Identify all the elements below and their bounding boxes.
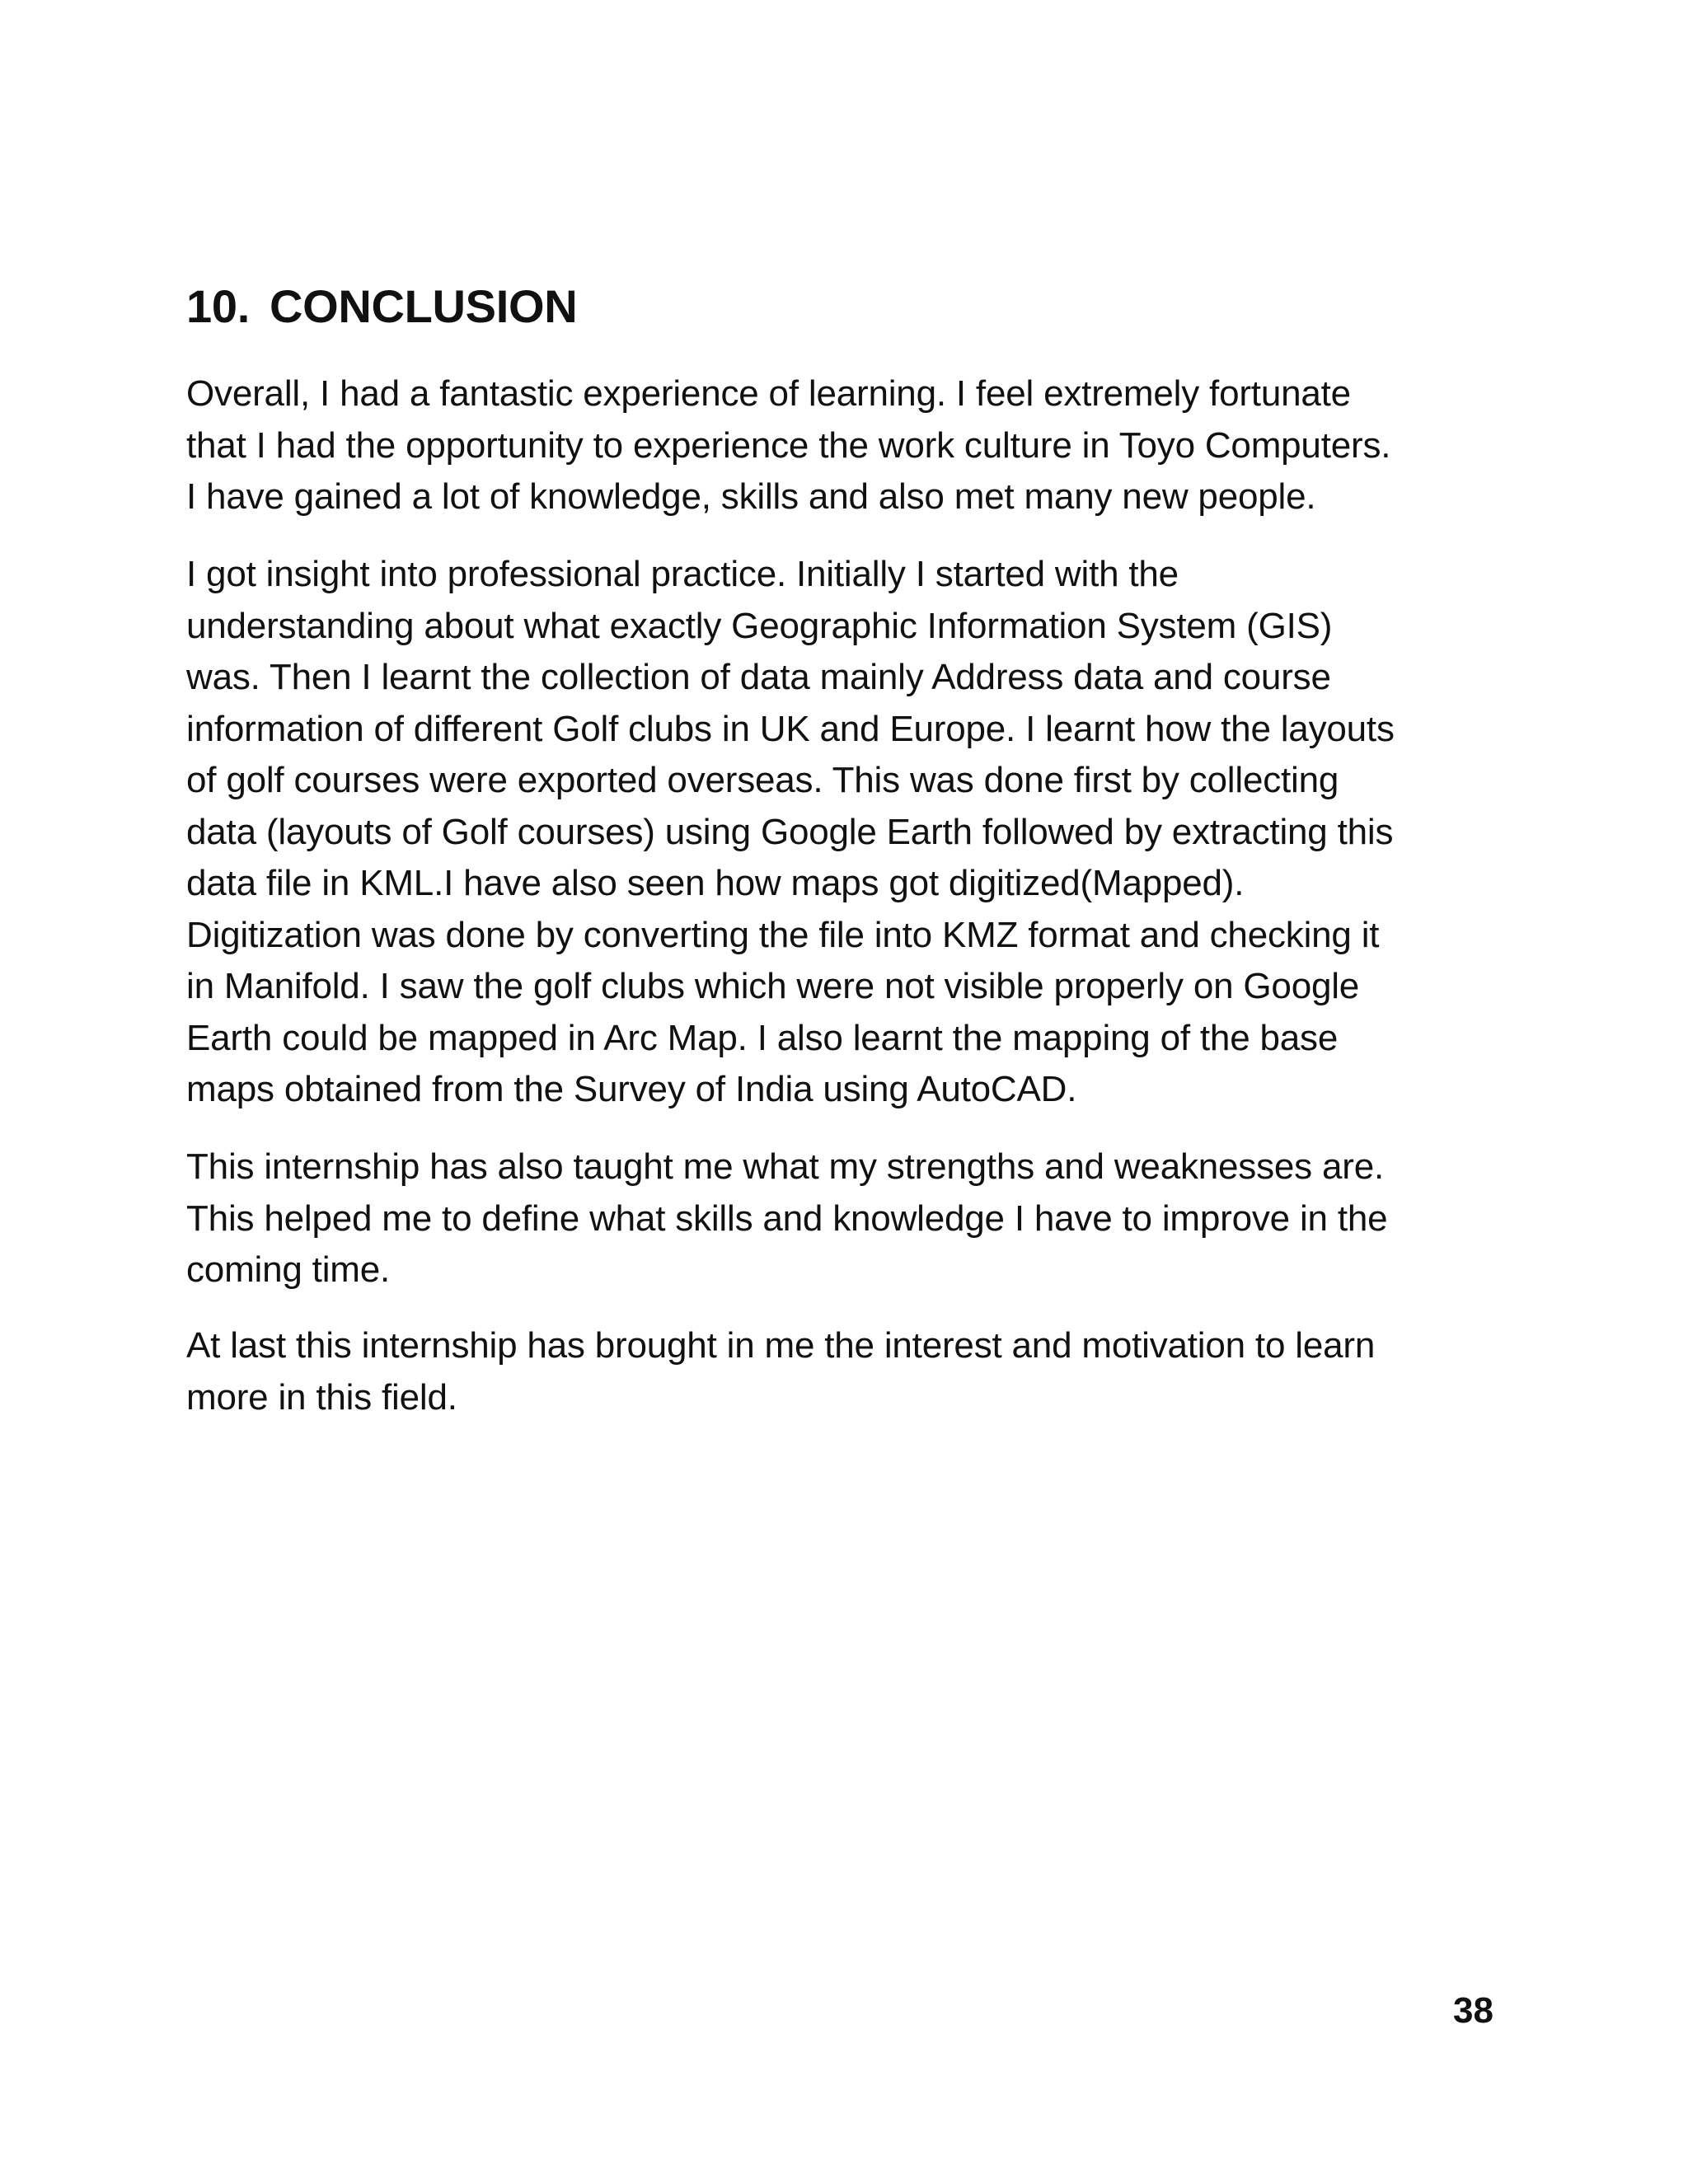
paragraph-line: Digitization was done by converting the file into KMZ format and checking it — [186, 914, 1380, 955]
paragraph-line: information of different Golf clubs in UK and Europe. I learnt how the layouts — [186, 708, 1395, 749]
paragraph-line: maps obtained from the Survey of India using AutoCAD. — [186, 1069, 1077, 1109]
section-heading — [186, 279, 577, 335]
page-number: 38 — [1453, 1990, 1493, 2031]
paragraph-experience — [186, 368, 1522, 523]
paragraph-line: data file in KML.I have also seen how maps got digitized(Mapped). — [186, 863, 1245, 903]
paragraph-line: was. Then I learnt the collection of data mainly Address data and course — [186, 657, 1331, 697]
paragraph-strengths-weaknesses — [186, 1141, 1522, 1296]
paragraph-motivation — [186, 1320, 1522, 1423]
paragraph-line: more in this field. — [186, 1376, 457, 1418]
section-number: 10. — [186, 280, 250, 332]
paragraph-line: I have gained a lot of knowledge, skills and also met many new people. — [186, 476, 1316, 517]
paragraph-line: coming time. — [186, 1249, 391, 1290]
paragraph-line: Earth could be mapped in Arc Map. I also learnt the mapping of the base — [186, 1017, 1339, 1058]
paragraph-line: This helped me to define what skills and knowledge I have to improve in the — [186, 1197, 1388, 1239]
paragraph-professional-practice — [186, 549, 1522, 1116]
paragraph-line: This internship has also taught me what my strengths and weaknesses are. — [186, 1146, 1385, 1187]
paragraph-line: At last this internship has brought in me the interest and motivation to learn — [186, 1325, 1376, 1366]
paragraph-line: of golf courses were exported overseas. This was done first by collecting — [186, 760, 1339, 800]
paragraph-line: that I had the opportunity to experience the work culture in Toyo Computers. — [186, 424, 1391, 466]
paragraph-line: Overall, I had a fantastic experience of learning. I feel extremely fortunate — [186, 373, 1351, 414]
paragraph-line: I got insight into professional practice. Initially I started with the — [186, 554, 1179, 594]
paragraph-line: understanding about what exactly Geographic Information System (GIS) — [186, 605, 1333, 646]
paragraph-line: data (layouts of Golf courses) using Google Earth followed by extracting this — [186, 811, 1394, 852]
section-title: CONCLUSION — [269, 280, 578, 332]
paragraph-line: in Manifold. I saw the golf clubs which were not visible properly on Google — [186, 966, 1360, 1006]
